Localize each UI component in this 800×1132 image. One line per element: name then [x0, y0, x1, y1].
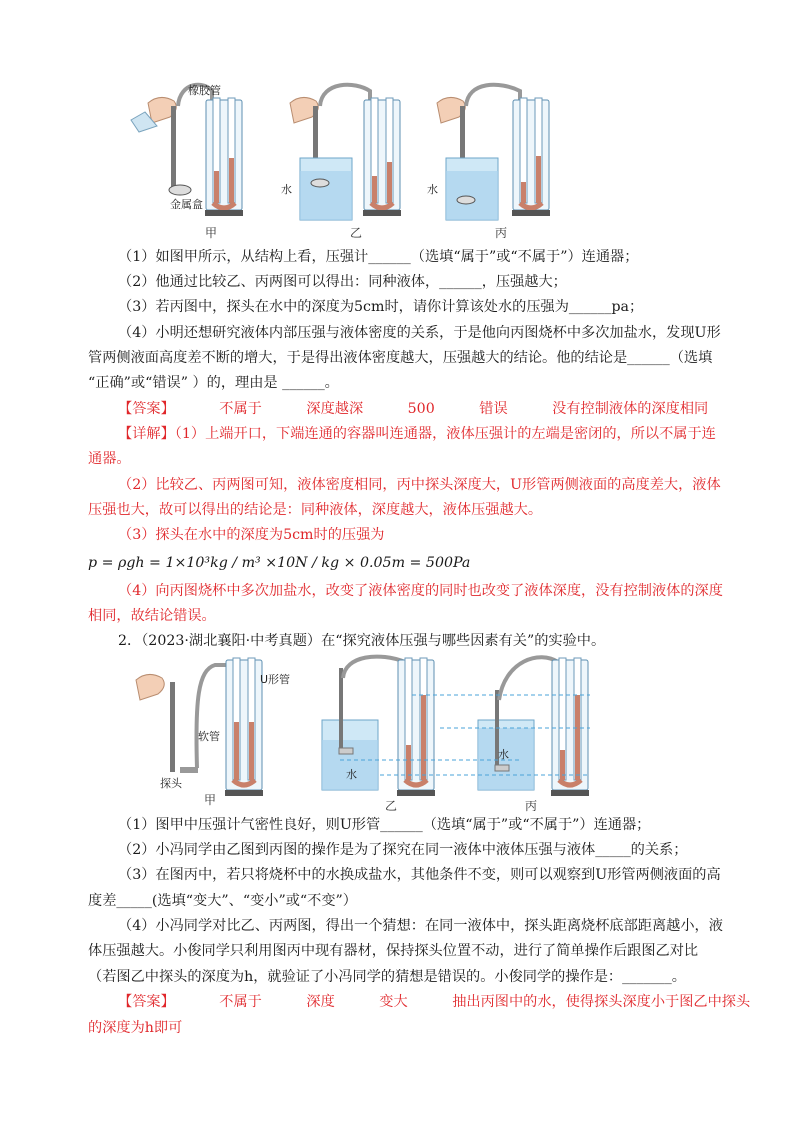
- q2-answer-tail: 的深度为h即可: [88, 1020, 183, 1036]
- q2-answer-4: 抽出丙图中的水，使得探头深度小于图乙中探头: [452, 994, 751, 1010]
- q2-answer-3: 变大: [379, 994, 408, 1010]
- q1-line-6: “正确”或“错误” ）的，理由是 ______。: [88, 375, 339, 391]
- detail-tag: 【详解】: [118, 426, 175, 442]
- apparatus2-jia: [136, 658, 263, 796]
- q1-line-5: 管两侧液面高度差不断的增大，于是得出液体密度越大，压强越大的结论。他的结论是______（选填: [88, 350, 713, 366]
- caption-yi: 乙: [350, 226, 363, 240]
- caption-jia: 甲: [205, 226, 218, 240]
- q2-line-6: 体压强越大。小俊同学只利用图丙中现有器材，保持探头位置不动，进行了简单操作后跟图乙对比: [88, 943, 699, 959]
- q1-answer-2: 深度越深: [306, 401, 364, 417]
- q1-line-3: （3）若丙图中，探头在水中的深度为5cm时，请你计算该处水的压强为______pa；: [118, 299, 644, 315]
- q2-answer: [118, 993, 750, 1011]
- q1-answer-5: 没有控制液体的深度相同: [552, 401, 709, 417]
- q1-formula: p = ρgh = 1×10³kg / m³ ×10N / kg × 0.05m = 500Pa: [88, 555, 471, 571]
- caption-bing: 丙: [495, 226, 508, 240]
- q1-answer-3: 500: [407, 401, 435, 417]
- q1-answer: [118, 400, 748, 418]
- answer-tag-2: 【答案】: [118, 994, 175, 1010]
- q1-detail-7: 相同，故结论错误。: [88, 608, 216, 624]
- q2-title: 2．（2023·湖北襄阳·中考真题）在“探究液体压强与哪些因素有关”的实验中。: [118, 633, 606, 649]
- label-probe: 探头: [160, 777, 182, 790]
- apparatus-bing: [437, 85, 550, 220]
- q2-answer-2: 深度: [306, 994, 335, 1010]
- label-water-bing: 水: [427, 183, 438, 196]
- label-u-tube: U形管: [260, 673, 291, 686]
- q1-detail-6: （4）向丙图烧杯中多次加盐水，改变了液体密度的同时也改变了液体深度，没有控制液体的深度: [118, 583, 723, 599]
- q1-line-1: （1）如图甲所示，从结构上看，压强计______（选填“属于”或“不属于”）连通器；: [118, 249, 639, 265]
- label-water-yi: 水: [281, 183, 292, 196]
- q2-line-4: 度差_____(选填“变大”、“变小”或“不变”）: [88, 893, 357, 909]
- q1-detail-1: [118, 425, 716, 443]
- q1-answer-1: 不属于: [219, 401, 262, 417]
- q1-detail-5: （3）探头在水中的深度为5cm时的压强为: [118, 527, 385, 543]
- figure-1: [0, 76, 800, 246]
- apparatus-yi: [290, 85, 401, 220]
- q2-line-1: （1）图甲中压强计气密性良好，则U形管______（选填“属于”或“不属于”）连通器；: [118, 817, 651, 833]
- caption2-bing: 丙: [525, 799, 538, 813]
- q2-answer-1: 不属于: [219, 994, 262, 1010]
- caption2-jia: 甲: [204, 793, 217, 807]
- q2-line-7: （若图乙中探头的深度为h，就验证了小冯同学的猜想是错误的。小俊同学的操作是：_______。: [88, 969, 686, 985]
- label-metal-box: 金属盒: [170, 198, 203, 211]
- q1-line-2: （2）他通过比较乙、丙两图可以得出：同种液体，______，压强越大；: [118, 274, 567, 290]
- q1-detail-4: 压强也大，故可以得出的结论是：同种液体，深度越大，液体压强越大。: [88, 502, 543, 518]
- label-water-2-bing: 水: [498, 748, 509, 761]
- q2-line-5: （4）小冯同学对比乙、丙两图，得出一个猜想：在同一液体中，探头距离烧杯底部距离越小，液: [118, 918, 723, 934]
- q1-detail-2: 通器。: [88, 451, 131, 467]
- answer-tag: 【答案】: [118, 401, 175, 417]
- detail-line-1: （1）上端开口，下端连通的容器叫连通器，液体压强计的左端是密闭的，所以不属于连: [174, 426, 716, 442]
- q1-detail-3: （2）比较乙、丙两图可知，液体密度相同，丙中探头深度大，U形管两侧液面的高度差大，液体: [118, 477, 721, 493]
- q1-line-4: （4）小明还想研究液体内部压强与液体密度的关系，于是他向丙图烧杯中多次加盐水，发现U形: [118, 325, 721, 341]
- q2-line-3: （3）在图丙中，若只将烧杯中的水换成盐水，其他条件不变，则可以观察到U形管两侧液面的高: [118, 867, 721, 883]
- q2-line-2: （2）小冯同学由乙图到丙图的操作是为了探究在同一液体中液体压强与液体_____的关系；: [118, 842, 688, 858]
- label-rubber-tube: 橡胶管: [188, 84, 221, 97]
- caption2-yi: 乙: [385, 799, 398, 813]
- figure-2: [0, 650, 800, 805]
- q1-answer-4: 错误: [479, 401, 508, 417]
- label-soft-tube: 软管: [198, 730, 220, 743]
- label-water-2-yi: 水: [346, 768, 357, 781]
